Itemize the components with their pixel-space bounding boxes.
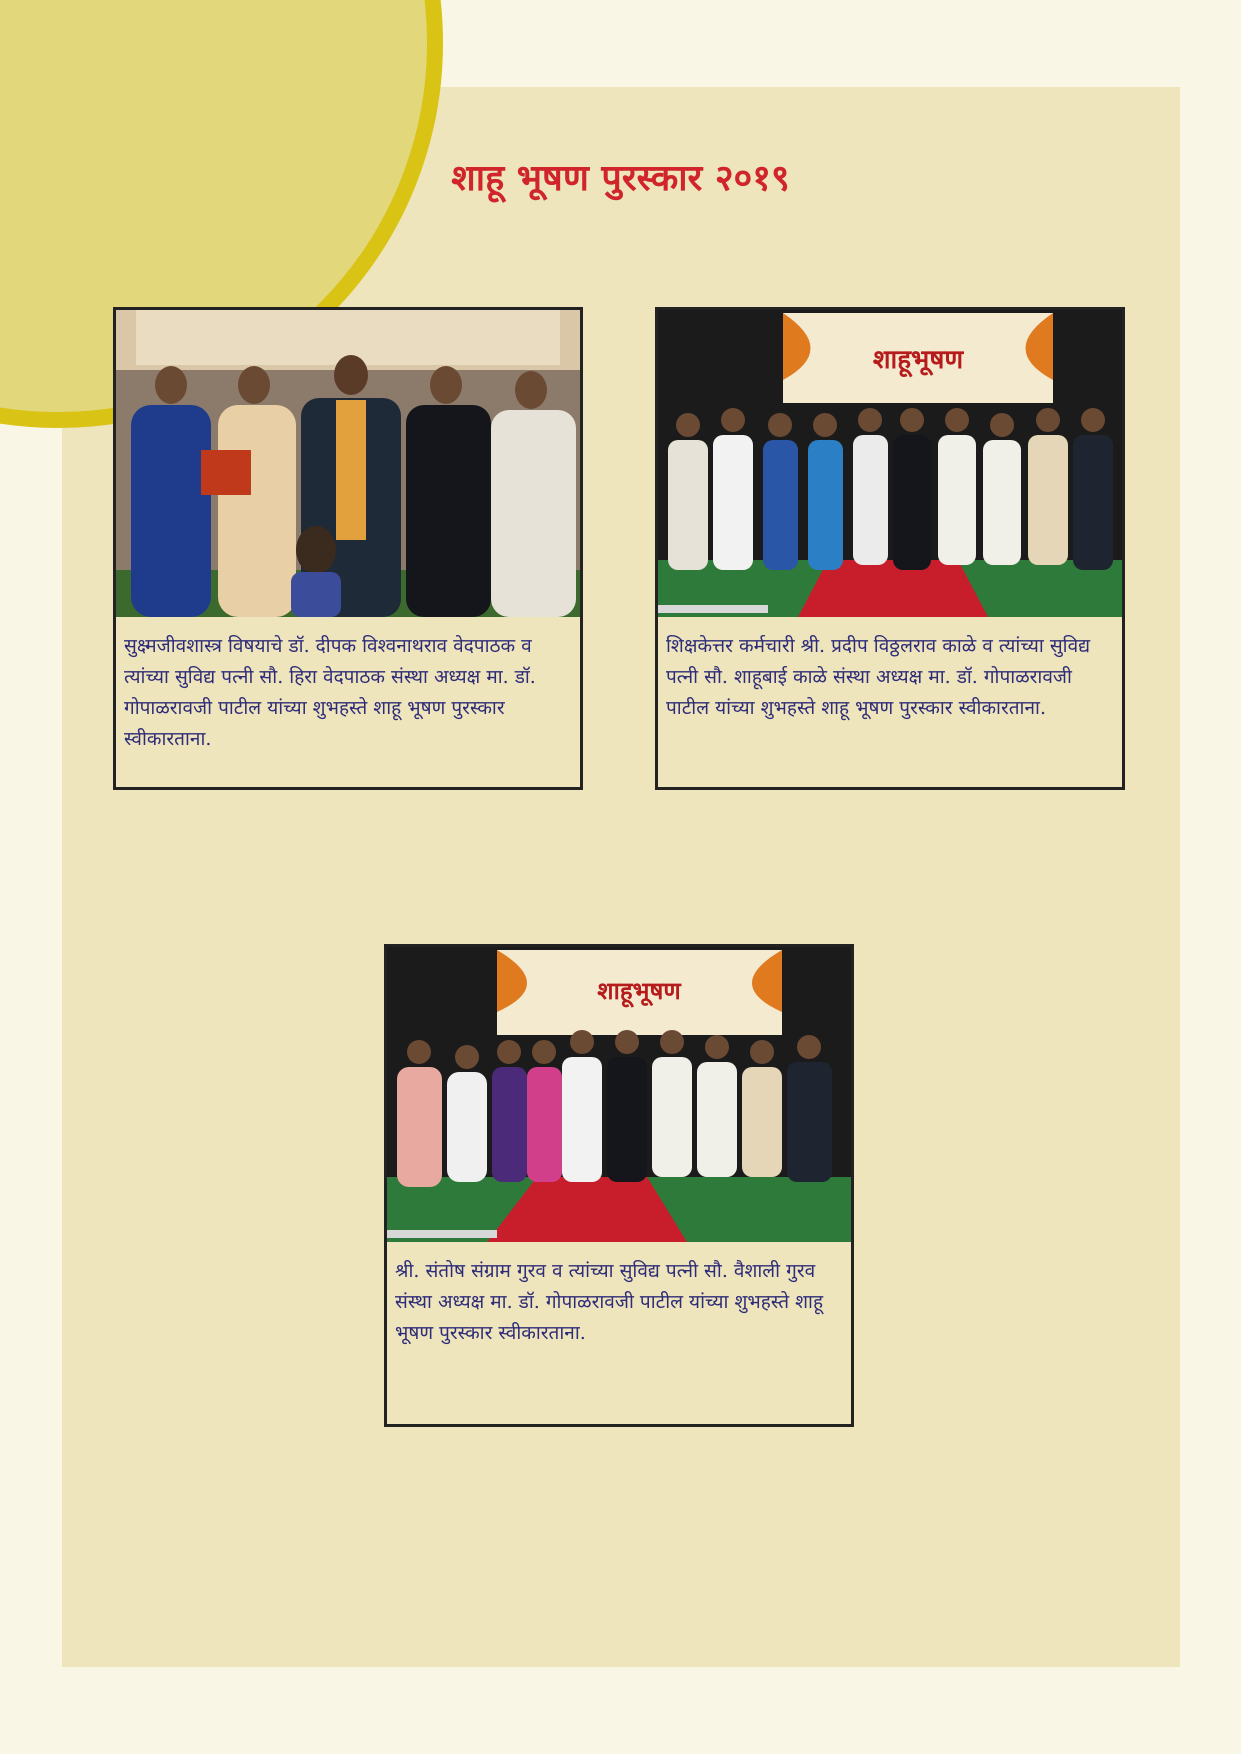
- award-card-2: [655, 307, 1125, 790]
- page-title: शाहू भूषण पुरस्कार २०१९: [451, 157, 790, 199]
- award-caption-3: श्री. संतोष संग्राम गुरव व त्यांच्या सुविद्य पत्नी सौ. वैशाली गुरव संस्था अध्यक्ष मा. डॉ. गोपाळरावजी पाटील यांच्या शुभहस्ते शाहू भूषण पुरस्कार स्वीकारताना.: [395, 1260, 824, 1344]
- award-card-1: [113, 307, 583, 790]
- award-banner-text-3: शाहूभूषण: [597, 977, 681, 1005]
- award-photo-3: [387, 947, 851, 1242]
- award-banner-text-2: शाहूभूषण: [872, 345, 964, 375]
- award-photo-2: [658, 310, 1122, 617]
- award-caption-1: सुक्ष्मजीवशास्त्र विषयाचे डॉ. दीपक विश्वनाथराव वेदपाठक व त्यांच्या सुविद्य पत्नी सौ. हिरा वेदपाठक संस्था अध्यक्ष मा. डॉ. गोपाळरावजी पाटील यांच्या शुभहस्ते शाहू भूषण पुरस्कार स्वीकारताना.: [124, 635, 536, 750]
- award-photo-1: [116, 310, 580, 617]
- award-caption-2: शिक्षकेत्तर कर्मचारी श्री. प्रदीप विठ्ठलराव काळे व त्यांच्या सुविद्य पत्नी सौ. शाहूबाई काळे संस्था अध्यक्ष मा. डॉ. गोपाळरावजी पाटील यांच्या शुभहस्ते शाहू भूषण पुरस्कार स्वीकारताना.: [666, 635, 1091, 719]
- award-card-3: [384, 944, 854, 1427]
